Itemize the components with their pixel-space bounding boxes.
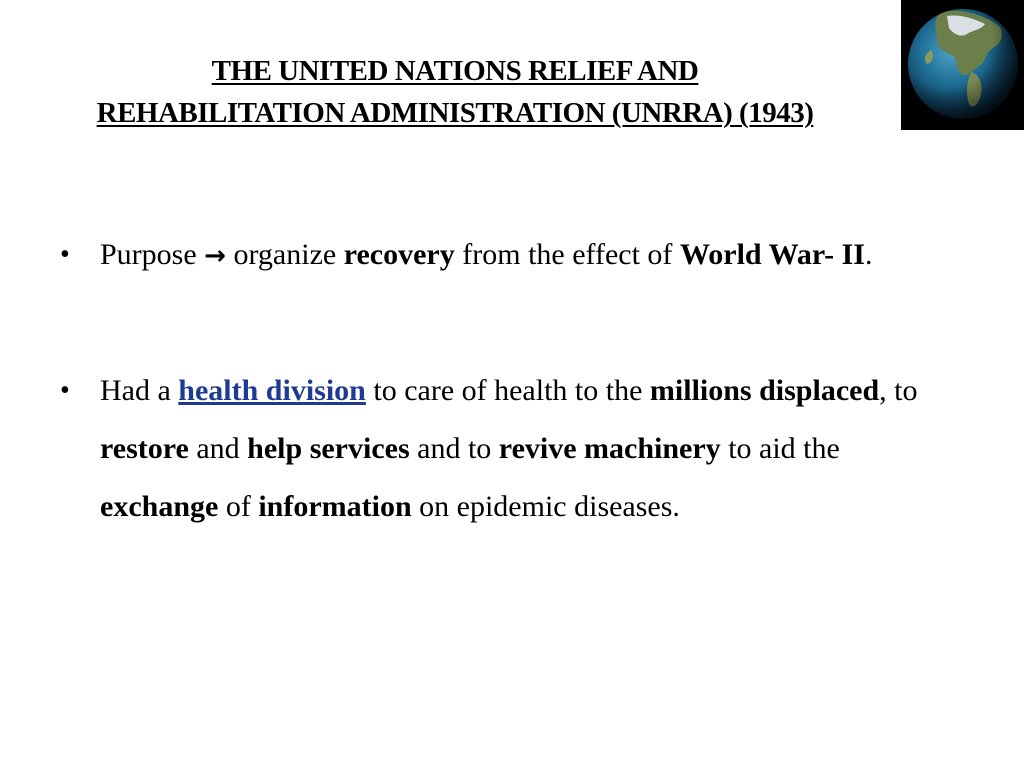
health-division-link[interactable]: health division: [178, 374, 366, 407]
globe-icon: [901, 0, 1024, 130]
right-arrow-icon: →: [204, 241, 226, 271]
text: of: [218, 490, 259, 523]
bold-term: World War- II: [679, 238, 865, 271]
text: on epidemic diseases.: [411, 490, 680, 523]
slide-title: [0, 50, 910, 134]
bold-term: help services: [247, 432, 410, 465]
text: to aid the: [720, 432, 840, 465]
text: Had a: [100, 374, 179, 407]
bold-term: exchange: [100, 490, 219, 523]
bullet-dot: •: [60, 375, 70, 406]
bold-term: millions displaced: [649, 374, 880, 407]
bold-term: recovery: [343, 238, 455, 271]
text: , to: [879, 374, 918, 407]
text: and to: [409, 432, 499, 465]
title-line-1: THE UNITED NATIONS RELIEF AND: [211, 55, 699, 87]
bold-term: information: [258, 490, 412, 523]
text: Purpose: [100, 238, 205, 271]
text: and: [188, 432, 248, 465]
bullet-purpose: [60, 226, 940, 285]
title-line-2: REHABILITATION ADMINISTRATION (UNRRA) (1943): [96, 97, 814, 129]
text: to care of health to the: [365, 374, 650, 407]
text: organize: [225, 238, 344, 271]
text: .: [864, 238, 873, 271]
globe-image: [901, 0, 1024, 130]
bullet-dot: •: [60, 239, 70, 270]
bullet-list: [60, 226, 940, 536]
bold-term: restore: [100, 432, 189, 465]
text: from the effect of: [454, 238, 680, 271]
bullet-health-division: [60, 362, 940, 536]
bold-term: revive machinery: [498, 432, 721, 465]
